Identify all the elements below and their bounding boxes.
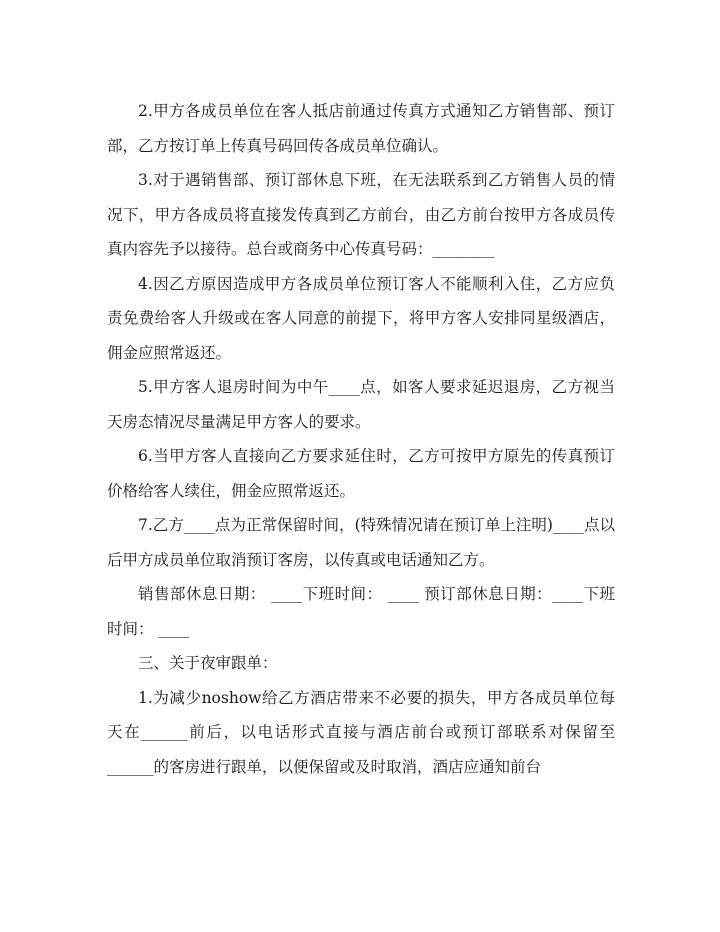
rest-days-line: 销售部休息日期： ____下班时间： ____ 预订部休息日期：____下班时间： ____ (107, 585, 615, 638)
clause-1-noshow: 1.为减少noshow给乙方酒店带来不必要的损失，甲方各成员单位每天在______前后，以电话形式直接与酒店前台或预订部联系对保留至______的客房进行跟单，以便保留或及时取消，酒店应通知前台 (107, 688, 615, 776)
clause-7-hold-time: 7.乙方____点为正常保留时间，(特殊情况请在预订单上注明)____点以后甲方成员单位取消预订客房，以传真或电话通知乙方。 (107, 516, 615, 569)
section-heading-night-audit: 三、关于夜审跟单： (138, 654, 278, 672)
clause-4-room-upgrade: 4.因乙方原因造成甲方各成员单位预订客人不能顺利入住，乙方应负责免费给客人升级或在客人同意的前提下，将甲方客人安排同星级酒店，佣金应照常返还。 (107, 274, 615, 362)
document-body (107, 94, 615, 784)
clause-3-after-hours-fax: 3.对于遇销售部、预订部休息下班，在无法联系到乙方销售人员的情况下，甲方各成员将直接发传真到乙方前台，由乙方前台按甲方各成员传真内容先予以接待。总台或商务中心传真号码：________ (107, 171, 615, 258)
clause-5-checkout-time: 5.甲方客人退房时间为中午____点，如客人要求延迟退房，乙方视当天房态情况尽量满足甲方客人的要求。 (107, 378, 615, 431)
clause-2-fax-notification: 2.甲方各成员单位在客人抵店前通过传真方式通知乙方销售部、预订部，乙方按订单上传真号码回传各成员单位确认。 (107, 102, 615, 155)
clause-6-extended-stay: 6.当甲方客人直接向乙方要求延住时，乙方可按甲方原先的传真预订价格给客人续住，佣金应照常返还。 (107, 447, 615, 500)
